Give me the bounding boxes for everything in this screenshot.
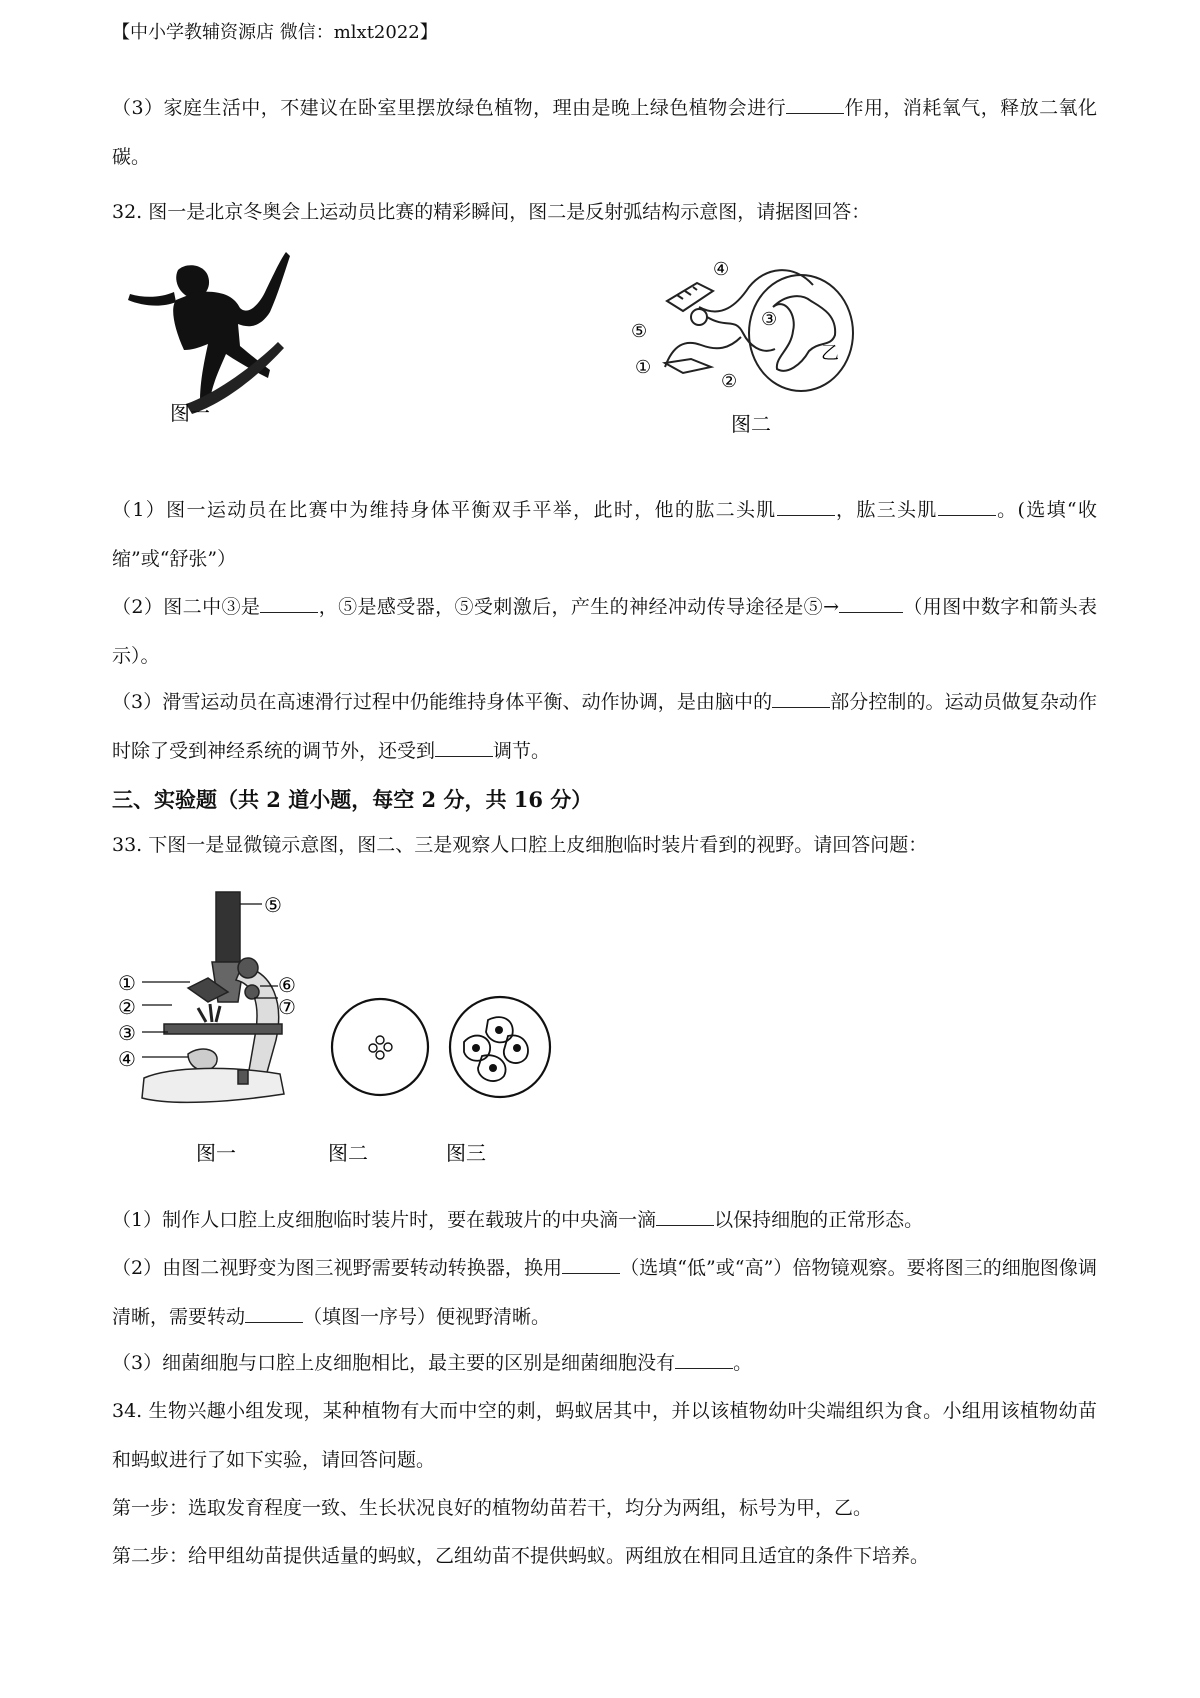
source-header: 【中小学教辅资源店 微信：mlxt2022】 bbox=[112, 22, 438, 43]
q32-part3 bbox=[112, 678, 1097, 776]
q34-step1: 第一步：选取发育程度一致、生长状况良好的植物幼苗若干，均分为两组，标号为甲，乙。 bbox=[112, 1497, 873, 1519]
q34-stem: 34. 生物兴趣小组发现，某种植物有大而中空的刺，蚂蚁居其中，并以该植物幼叶尖端组织为食。小组用该植物幼苗和蚂蚁进行了如下实验，请回答问题。 bbox=[112, 1400, 1097, 1471]
q33-part1-text-a: （1）制作人口腔上皮细胞临时装片时，要在载玻片的中央滴一滴 bbox=[112, 1209, 657, 1231]
q33-part1 bbox=[112, 1196, 1097, 1245]
q33-part3-text-a: （3）细菌细胞与口腔上皮细胞相比，最主要的区别是细菌细胞没有 bbox=[112, 1352, 676, 1374]
fig-caption-1: 图一 bbox=[196, 1141, 236, 1165]
fig-caption-3: 图三 bbox=[446, 1141, 486, 1165]
answer-blank[interactable] bbox=[435, 738, 493, 757]
q33-part2-text-c: （填图一序号）便视野清晰。 bbox=[303, 1306, 551, 1328]
q32-part1-text-b: ，肱三头肌 bbox=[834, 499, 938, 521]
q32-part1-text-a: （1）图一运动员在比赛中为维持身体平衡双手平举，此时，他的肱二头肌 bbox=[112, 499, 777, 521]
q32-part3-text-b: 部分控制的。运动员做复杂动作时除了受到神经系统的调节外，还受到 bbox=[112, 691, 1097, 762]
q32-part1-text-c: 。(选填“收缩”或“舒张”） bbox=[112, 499, 1097, 570]
q31-part3-text-b: 作用，消耗氧气，释放二氧化碳。 bbox=[112, 97, 1097, 168]
answer-blank[interactable] bbox=[656, 1207, 714, 1226]
fig2-label-3: ③ bbox=[761, 309, 778, 330]
q32-part2-text-c: （用图中数字和箭头表示）。 bbox=[112, 596, 1097, 667]
q31-part3-text-a: （3）家庭生活中，不建议在卧室里摆放绿色植物，理由是晚上绿色植物会进行 bbox=[112, 97, 787, 119]
fig2-label-5: ⑤ bbox=[631, 321, 648, 342]
q32-part3-text-c: 调节。 bbox=[493, 740, 551, 762]
snowboarder-figure bbox=[112, 250, 312, 450]
answer-blank[interactable] bbox=[772, 689, 830, 708]
fig2-caption: 图二 bbox=[731, 412, 771, 436]
q33-part3-text-b: 。 bbox=[733, 1352, 753, 1374]
fig2-label-1: ① bbox=[635, 357, 652, 378]
section-title: 三、实验题（共 2 道小题，每空 2 分，共 16 分） bbox=[112, 787, 593, 812]
q33-part1-text-b: 以保持细胞的正常形态。 bbox=[714, 1209, 924, 1231]
mic-label-5: ⑤ bbox=[264, 893, 282, 917]
answer-blank[interactable] bbox=[777, 497, 835, 516]
mic-label-4: ④ bbox=[118, 1047, 136, 1071]
q33-stem: 33. 下图一是显微镜示意图，图二、三是观察人口腔上皮细胞临时装片看到的视野。请回答问题： bbox=[112, 834, 928, 856]
mic-label-3: ③ bbox=[118, 1021, 136, 1045]
q34-step2: 第二步：给甲组幼苗提供适量的蚂蚁，乙组幼苗不提供蚂蚁。两组放在相同且适宜的条件下培养。 bbox=[112, 1545, 930, 1567]
q32-part1 bbox=[112, 486, 1097, 584]
q33-part2-text-b: （选填“低”或“高”）倍物镜观察。要将图三的细胞图像调清晰，需要转动 bbox=[112, 1257, 1098, 1328]
answer-blank[interactable] bbox=[675, 1350, 733, 1369]
microscope-figure bbox=[112, 880, 582, 1170]
answer-blank[interactable] bbox=[786, 95, 844, 114]
answer-blank[interactable] bbox=[562, 1255, 620, 1274]
q32-part2-text-a: （2）图二中③是 bbox=[112, 596, 261, 618]
q32-part2 bbox=[112, 583, 1097, 681]
answer-blank[interactable] bbox=[260, 594, 318, 613]
fig2-label-yi: 乙 bbox=[821, 343, 839, 364]
q32-part3-text-a: （3）滑雪运动员在高速滑行过程中仍能维持身体平衡、动作协调，是由脑中的 bbox=[112, 691, 773, 713]
mic-label-1: ① bbox=[118, 971, 136, 995]
answer-blank[interactable] bbox=[839, 594, 903, 613]
answer-blank[interactable] bbox=[938, 497, 996, 516]
answer-blank[interactable] bbox=[245, 1304, 303, 1323]
mic-label-2: ② bbox=[118, 995, 136, 1019]
fig-caption-2: 图二 bbox=[328, 1141, 368, 1165]
q31-part3 bbox=[112, 84, 1097, 182]
fig2-label-2: ② bbox=[721, 371, 738, 392]
fig2-label-4: ④ bbox=[713, 259, 730, 280]
mic-label-7: ⑦ bbox=[278, 995, 296, 1019]
fig1-caption: 图一 bbox=[170, 401, 210, 425]
q33-part3 bbox=[112, 1339, 1097, 1388]
q32-part2-text-b: ，⑤是感受器，⑤受刺激后，产生的神经冲动传导途径是⑤→ bbox=[318, 596, 839, 618]
q33-part2-text-a: （2）由图二视野变为图三视野需要转动转换器，换用 bbox=[112, 1257, 563, 1279]
q32-stem: 32. 图一是北京冬奥会上运动员比赛的精彩瞬间，图二是反射弧结构示意图，请据图回答： bbox=[112, 201, 871, 223]
q33-part2 bbox=[112, 1244, 1097, 1342]
mic-label-6: ⑥ bbox=[278, 973, 296, 997]
reflex-arc-figure bbox=[625, 245, 905, 445]
